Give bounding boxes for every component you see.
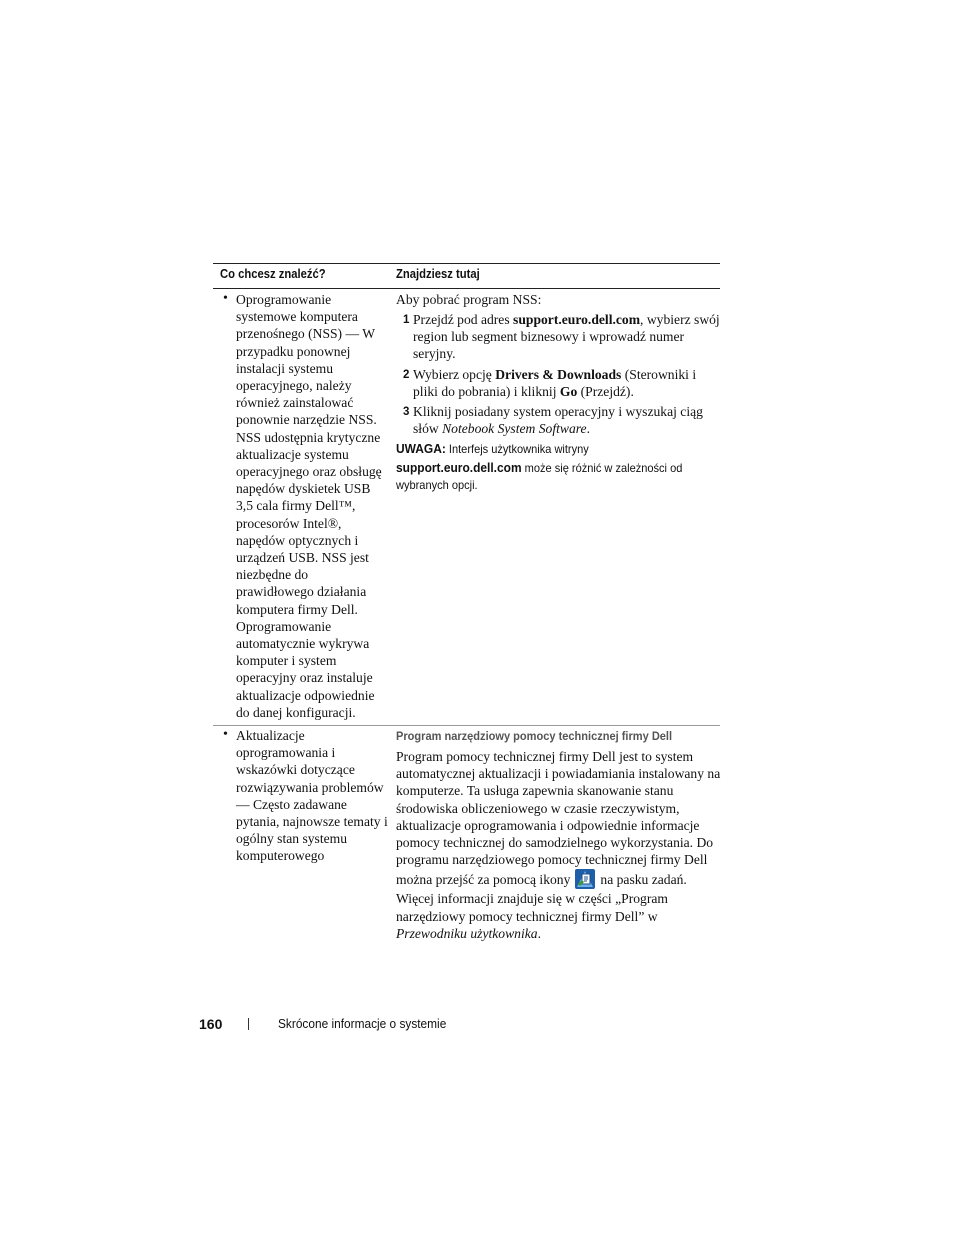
- support-link[interactable]: support.euro.dell.com: [513, 312, 641, 327]
- bullet: •: [223, 291, 228, 306]
- bullet: •: [223, 727, 228, 742]
- nss-description: Oprogramowanie systemowe komputera przenośnego (NSS) — W przypadku ponownej instalacji systemu operacyjnego, należy również zainstalować ponownie narzędzie NSS. NSS udostępnia krytyczne aktualizacje systemu operacyjnego oraz obsługę napędów dyskietek USB 3,5 cala firmy Dell™, procesorów Intel®, napędów optycznych i urządzeń USB. NSS jest niezbędne do prawidłowego działania komputera firmy Dell. Oprogramowanie automatycznie wykrywa komputer i system operacyjny oraz instaluje aktualizacje odpowiednie do danej konfiguracji.: [236, 292, 382, 720]
- support-utility-heading: Program narzędziowy pomocy technicznej firmy Dell: [396, 729, 673, 743]
- step-number: 3: [403, 406, 410, 418]
- table-header-rule: [213, 288, 720, 289]
- support-updates-description: Aktualizacje oprogramowania i wskazówki dotyczące rozwiązywania problemów — Często zadawane pytania, najnowsze tematy i ogólny stan systemu komputerowego: [236, 728, 388, 864]
- step-number: 2: [403, 369, 410, 381]
- page-number: 160: [199, 1016, 223, 1032]
- support-utility-text: Program pomocy technicznej firmy Dell jest to system automatycznej aktualizacji i powiadamiania instalowany na komputerze. Ta usługa zapewnia skanowanie stanu środowiska obliczeniowego w czasie rzeczywistym, aktualizacje oprogramowania i odpowiednie informacje pomocy technicznej do samodzielnego wykorzystania. Do programu narzędziowego pomocy technicznej firmy Dell można przejść za pomocą ikony na pasku zadań. Więcej informacji znajduje się w części „Program narzędziowy pomocy technicznej firmy Dell” w Przewodniku użytkownika.: [396, 749, 721, 941]
- dell-support-utility-icon: [574, 868, 596, 890]
- step-3: 3 Kliknij posiadany system operacyjny i wyszukaj ciąg słów Notebook System Software.: [403, 404, 703, 437]
- row-separator: [213, 725, 720, 726]
- note-label: UWAGA:: [396, 441, 446, 456]
- support-link[interactable]: support.euro.dell.com: [396, 459, 522, 475]
- step-number: 1: [403, 314, 410, 326]
- nss-intro: Aby pobrać program NSS:: [396, 292, 542, 307]
- note: UWAGA: Interfejs użytkownika witryny support.euro.dell.com może się różnić w zależności od wybranych opcji.: [396, 441, 683, 492]
- table-top-rule: [213, 263, 720, 264]
- column-header-where: Znajdziesz tutaj: [396, 267, 480, 281]
- step-2: 2 Wybierz opcję Drivers & Downloads (Sterowniki i pliki do pobrania) i kliknij Go (Przejdź).: [403, 367, 697, 400]
- footer-divider: [248, 1018, 249, 1030]
- column-header-what: Co chcesz znaleźć?: [220, 267, 326, 281]
- step-1: 1 Przejdź pod adres support.euro.dell.com, wybierz swój region lub segment biznesowy i wprowadź numer seryjny.: [403, 312, 720, 362]
- footer-section-title: Skrócone informacje o systemie: [278, 1017, 447, 1031]
